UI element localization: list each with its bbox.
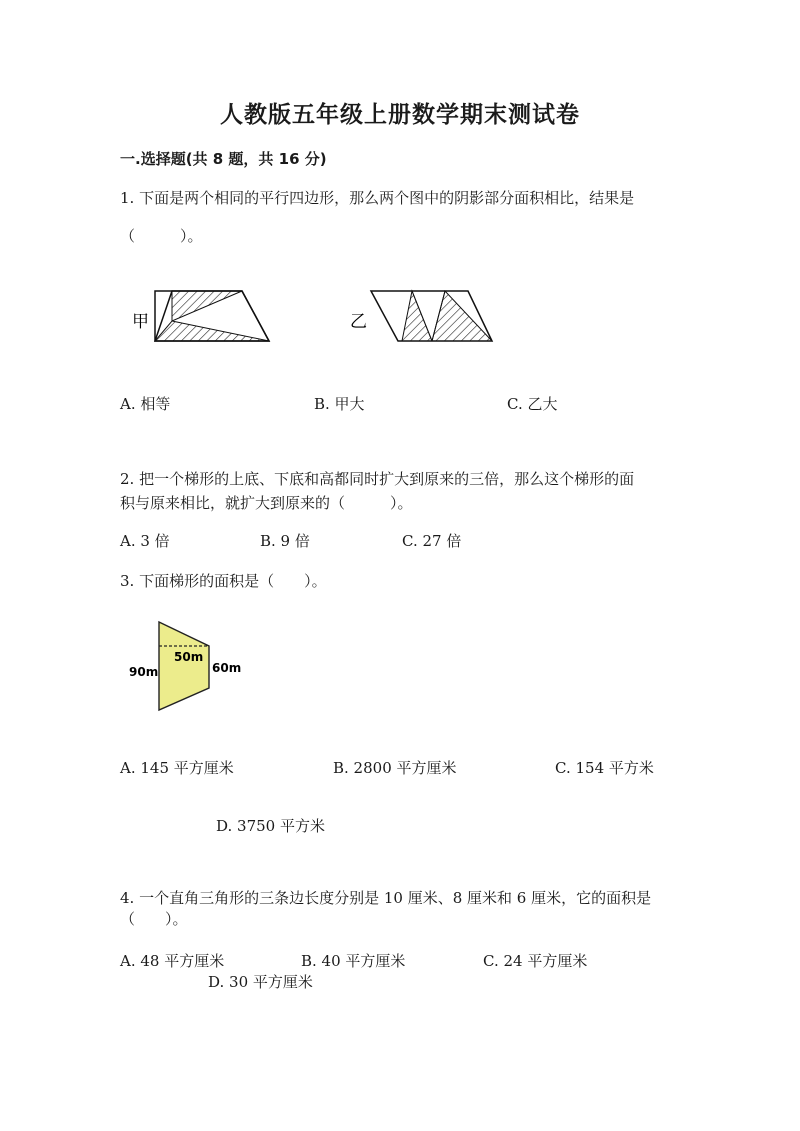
question-3-option-b[interactable]: B. 2800 平方厘米 — [333, 759, 457, 777]
page-title: 人教版五年级上册数学期末测试卷 — [220, 102, 580, 128]
trapezoid-left-label: 90m — [129, 665, 159, 679]
shaded-triangle-yi-right — [432, 291, 492, 341]
question-4-option-b[interactable]: B. 40 平方厘米 — [301, 952, 406, 970]
question-4-text-line2: （ ）。 — [120, 910, 188, 928]
question-2-text-line1: 2. 把一个梯形的上底、下底和高都同时扩大到原来的三倍，那么这个梯形的面 — [120, 470, 635, 488]
question-4-option-c[interactable]: C. 24 平方厘米 — [483, 952, 588, 970]
question-3-trapezoid-figure — [126, 620, 241, 715]
section-heading: 一.选择题(共 8 题，共 16 分) — [120, 150, 327, 168]
question-2-option-c[interactable]: C. 27 倍 — [402, 532, 462, 550]
question-3-option-d[interactable]: D. 3750 平方米 — [216, 817, 325, 835]
question-3-text: 3. 下面梯形的面积是（ ）。 — [120, 572, 327, 590]
question-2-option-a[interactable]: A. 3 倍 — [120, 532, 170, 550]
figure-label-jia: 甲 — [132, 312, 149, 332]
question-1-text-line2: （ ）。 — [120, 227, 203, 245]
trapezoid-right-label: 60m — [212, 661, 242, 675]
question-1-option-a[interactable]: A. 相等 — [120, 395, 171, 413]
figure-label-yi: 乙 — [350, 312, 367, 332]
trapezoid-shape — [159, 622, 209, 710]
question-2-option-b[interactable]: B. 9 倍 — [260, 532, 310, 550]
question-1-text-line1: 1. 下面是两个相同的平行四边形，那么两个图中的阴影部分面积相比，结果是 — [120, 189, 635, 207]
question-3-option-c[interactable]: C. 154 平方米 — [555, 759, 654, 777]
question-4-text-line1: 4. 一个直角三角形的三条边长度分别是 10 厘米、8 厘米和 6 厘米，它的面积是 — [120, 889, 652, 907]
shaded-triangle-yi-left — [402, 291, 432, 341]
trapezoid-height-label: 50m — [174, 650, 204, 664]
question-1-figure — [120, 283, 500, 353]
question-1-option-c[interactable]: C. 乙大 — [507, 395, 558, 413]
question-4-option-a[interactable]: A. 48 平方厘米 — [120, 952, 225, 970]
question-4-option-d[interactable]: D. 30 平方厘米 — [208, 973, 313, 991]
question-3-option-a[interactable]: A. 145 平方厘米 — [120, 759, 234, 777]
question-2-text-line2: 积与原来相比，就扩大到原来的（ ）。 — [120, 494, 413, 512]
shaded-triangle-jia-bottom — [155, 321, 269, 341]
shaded-triangle-jia-top — [172, 291, 242, 321]
question-1-option-b[interactable]: B. 甲大 — [314, 395, 365, 413]
